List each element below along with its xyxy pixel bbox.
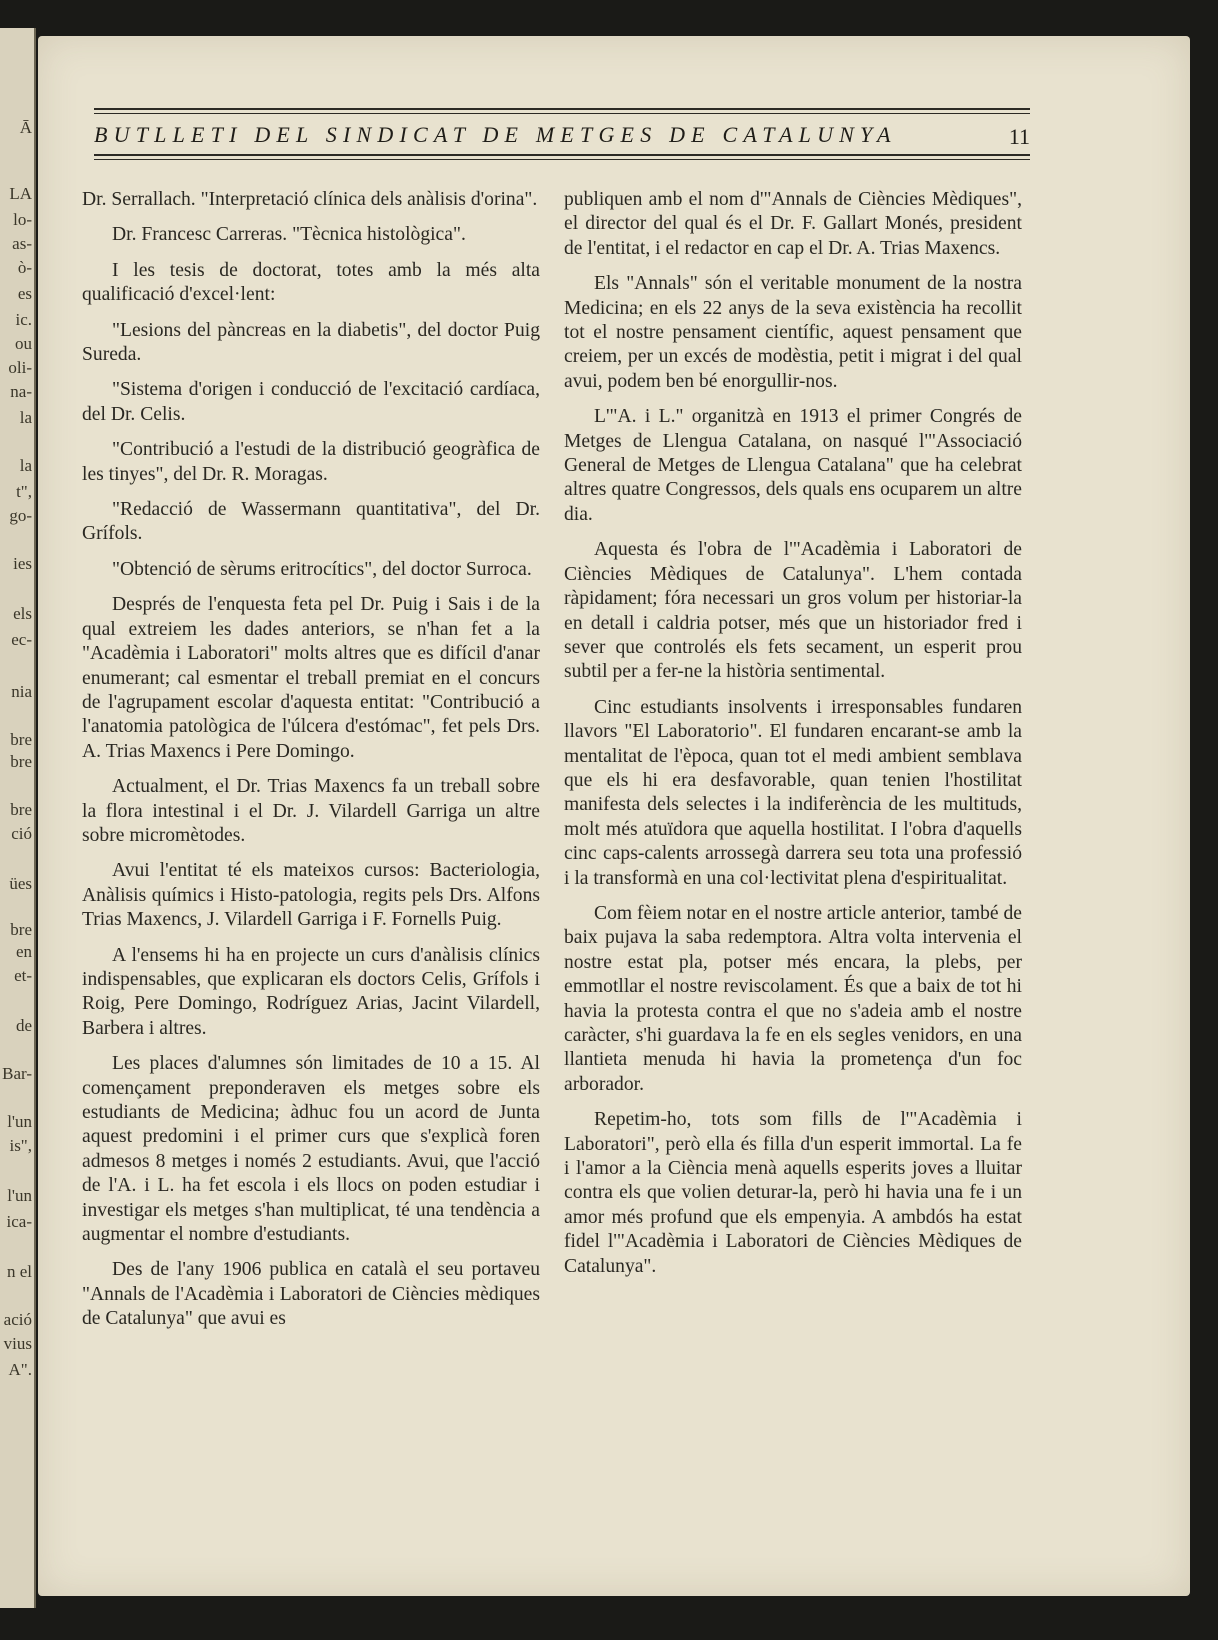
right-column	[564, 188, 1022, 1290]
margin-fragment: oli-	[8, 358, 32, 377]
margin-fragment: de	[15, 1016, 32, 1035]
margin-fragment: bre	[10, 800, 32, 819]
paragraph: Actualment, el Dr. Trias Maxencs fa un treball sobre la flora intestinal i el Dr. J. Vilardell Garriga un altre sobre micromètodes.	[82, 776, 540, 846]
page-number: 11	[1008, 124, 1030, 149]
margin-fragment: la	[19, 408, 32, 427]
paragraph: "Lesions del pàncreas en la diabetis", del doctor Puig Sureda.	[82, 319, 540, 366]
margin-fragment: ació	[3, 1310, 32, 1329]
margin-fragment: bre	[10, 730, 32, 749]
paragraph: Com fèiem notar en el nostre article anterior, també de baix pujava la saba redemptora. Altra volta intervenia el nostre estat pla, potser més encara, la plebs, per emmotllar el nostre reviscolament. És que a baix de tot hi havia la protesta contra el que no s'adeia amb el nostre caràcter, s'hi guardava la fe en els segles venidors, en una llantieta menuda hi havia la prometença d'un foc arborador.	[564, 902, 1022, 1095]
margin-fragment: n el	[6, 1262, 32, 1281]
paragraph: Cinc estudiants insolvents i irresponsables fundaren llavors "El Laboratorio". El fundaren encarant-se amb la mentalitat de l'època, quan tot el medi ambient semblava que els hi era desfavorable, quan tenien l'hostilitat manifesta dels selectes i la indiferència de les multituds, molt més atuïdora que aquella hostilitat. I l'obra d'aquells cinc caps-calents arrossegà darrera seu tota una professió i la transformà en una col·lectivitat plena d'espiritualitat.	[564, 696, 1022, 889]
margin-fragment: et-	[14, 966, 32, 985]
margin-fragment: ció	[11, 824, 32, 843]
margin-fragment: lo-	[13, 210, 32, 229]
margin-fragment: la	[19, 456, 32, 475]
margin-fragment: is",	[9, 1136, 32, 1155]
paragraph: Dr. Serrallach. "Interpretació clínica dels anàlisis d'orina".	[82, 189, 538, 210]
margin-fragment: ec-	[11, 630, 32, 649]
margin-fragment: A".	[8, 1360, 32, 1379]
paragraph: Els "Annals" són el veritable monument de la nostra Medicina; en els 22 anys de la seva existència ha recollit tot el nostre pensament científic, aquest pensament que creiem, per un excés de modèstia, petit i migrat i del qual avui, podem ben bé enorgullir-nos.	[564, 273, 1022, 392]
margin-fragment: en	[15, 942, 32, 961]
margin-fragment: els	[13, 604, 32, 623]
paragraph: "Contribució a l'estudi de la distribució geogràfica de les tinyes", del Dr. R. Moragas.	[82, 439, 540, 485]
margin-fragment: ò-	[17, 258, 32, 277]
margin-fragment: t",	[16, 482, 32, 501]
paragraph: Dr. Francesc Carreras. "Tècnica histològica".	[112, 224, 466, 246]
margin-fragment: na-	[10, 382, 32, 401]
paragraph: "Obtenció de sèrums eritrocítics", del doctor Surroca.	[112, 558, 532, 580]
margin-fragment: bre	[10, 752, 32, 771]
margin-fragment: LA	[9, 184, 32, 203]
paragraph: Avui l'entitat té els mateixos cursos: Bacteriologia, Anàlisis químics i Histo-patologia, regits pels Drs. Alfons Trias Maxencs, J. Vilardell Garriga i F. Fornells Puig.	[82, 860, 540, 931]
margin-fragment: bre	[10, 920, 32, 939]
paragraph: I les tesis de doctorat, totes amb la més alta qualificació d'excel·lent:	[82, 259, 540, 306]
margin-fragment: go-	[9, 506, 32, 525]
left-column	[82, 188, 540, 1343]
previous-page-margin	[0, 28, 36, 1608]
running-header	[94, 108, 1030, 168]
paragraph: "Redacció de Wassermann quantitativa", del Dr. Grífols.	[82, 499, 540, 545]
margin-fragment: Ā	[19, 118, 32, 137]
paragraph: L'"A. i L." organitzà en 1913 el primer Congrés de Metges de Llengua Catalana, on nasqué l'"Associació General de Metges de Llengua Catalana" que ha celebrat altres quatre Congressos, dels quals ens ocuparem un altre dia.	[564, 406, 1022, 525]
margin-fragment: es	[17, 284, 32, 303]
margin-fragment: nia	[11, 682, 32, 701]
margin-fragment: ou	[15, 334, 32, 353]
margin-fragment: vius	[3, 1334, 32, 1353]
paragraph: A l'ensems hi ha en projecte un curs d'anàlisis clínics indispensables, que explicaran els doctors Celis, Grífols i Roig, Pere Domingo, Rodríguez Arias, Jacint Vilardell, Barbera i altres.	[82, 944, 540, 1039]
margin-fragment: l'un	[7, 1186, 32, 1205]
paragraph: Des de l'any 1906 publica en català el seu portaveu "Annals de l'Acadèmia i Laboratori de Ciències mèdiques de Catalunya" que avui es	[82, 1259, 540, 1330]
paragraph: publiquen amb el nom d'"Annals de Ciències Mèdiques", el director del qual és el Dr. F. Gallart Monés, president de l'entitat, i el redactor en cap el Dr. A. Trias Maxencs.	[564, 189, 1022, 259]
margin-fragment: as-	[12, 234, 32, 253]
paragraph: Aquesta és l'obra de l'"Acadèmia i Laboratori de Ciències Mèdiques de Catalunya". L'hem contada ràpidament; fóra necessari un gros volum per historiar-la en detall i caldria potser, més que un historiador fred i sever que controlés els fets secament, un esperit prou subtil per a fer-ne la història sentimental.	[564, 539, 1022, 683]
margin-fragment: ües	[9, 874, 32, 893]
margin-fragment: ies	[13, 554, 32, 573]
running-title: BUTLLETI DEL SINDICAT DE METGES DE CATALUNYA	[94, 122, 897, 147]
document-page	[38, 36, 1190, 1596]
paragraph: Després de l'enquesta feta pel Dr. Puig i Sais i de la qual extreiem les dades anteriors, se n'han fet a la "Acadèmia i Laboratori" molts altres que es difícil d'anar enumerant; cal esmentar el treball premiat en el concurs de l'agrupament escolar d'aquesta entitat: "Contribució a l'anatomia patològica de l'úlcera d'estómac", fet pels Drs. A. Trias Maxencs i Pere Domingo.	[82, 594, 540, 762]
paragraph: Les places d'alumnes són limitades de 10 a 15. Al començament preponderaven els metges sobre els estudiants de Medicina; àdhuc fou un acord de Junta aquest predomini i el primer curs que s'explicà foren admesos 8 metges i només 2 estudiants. Avui, que l'acció de l'A. i L. ha fet escola i els llocs on poden estudiar i investigar els metges s'han multiplicat, té una tendència a augmentar el nombre d'estudiants.	[82, 1053, 540, 1246]
paragraph: Repetim-ho, tots som fills de l'"Acadèmia i Laboratori", però ella és filla d'un esperit immortal. La fe i l'amor a la Ciència menà aquells esperits joves a lluitar contra els que volien deturar-la, però hi havia una fe i un amor més profund que els empenyia. A ambdós ha estat fidel l'"Acadèmia i Laboratori de Ciències Mèdiques de Catalunya".	[564, 1109, 1022, 1277]
margin-fragment: ic.	[15, 310, 32, 329]
margin-fragment: l'un	[7, 1112, 32, 1131]
margin-fragment: ica-	[6, 1212, 32, 1231]
paragraph: "Sistema d'origen i conducció de l'excitació cardíaca, del Dr. Celis.	[82, 379, 540, 425]
margin-fragment: Bar-	[2, 1064, 32, 1083]
